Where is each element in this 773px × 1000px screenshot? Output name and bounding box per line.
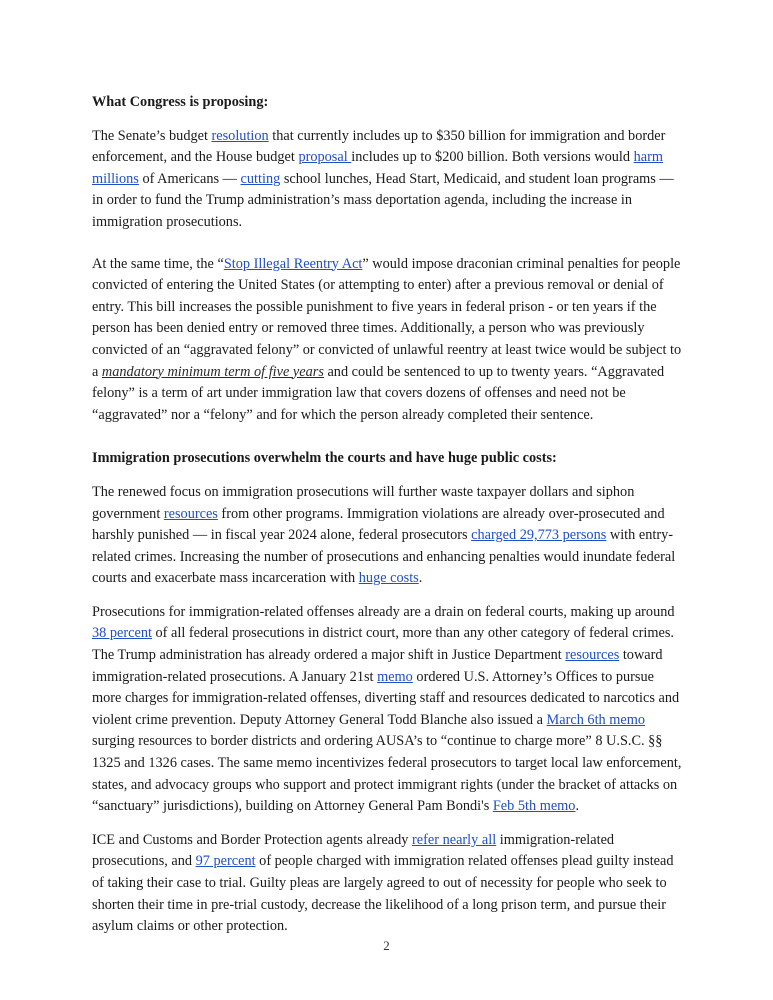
paragraph-reentry-act: At the same time, the “Stop Illegal Reentry Act” would impose draconian criminal penalties for people convicted of entering the United States (or attempting to enter) after a previous removal or denial of entry. This bill increases the possible punishment to five years in federal prison - or ten years if the person has been denied entry or removed three times. Additionally, a person who was previously convicted of an “aggravated felony” or convicted of unlawful reentry at least twice would be subject to a mandatory minimum term of five years and could be sentenced to up to twenty years. “Aggravated felony” is a term of art under immigration law that covers dozens of offenses and need not be “aggravated” nor a “felony” and for which the person already completed their sentence. <box>92 255 682 423</box>
link-huge-costs[interactable]: huge costs <box>358 570 419 587</box>
page-number: 2 <box>383 938 390 953</box>
link-harm-millions[interactable]: harm millions <box>92 149 664 187</box>
paragraph-ice-cbp: ICE and Customs and Border Protection agents already refer nearly all immigration-related prosecutions, and 97 percent of people charged with immigration related offenses plead guilty instead of taking their case to trial. Guilty pleas are largely agreed to out of necessity for people who seek to shorten their time in pre-trial custody, decrease the likelihood of a long prison term, and pursue their asylum claims or other protection. <box>92 831 674 935</box>
link-stop-illegal-reentry-act[interactable]: Stop Illegal Reentry Act <box>223 255 363 272</box>
section-heading-congress: What Congress is proposing: <box>92 94 269 110</box>
link-memo[interactable]: memo <box>377 668 413 685</box>
section-heading-courts: Immigration prosecutions overwhelm the courts and have huge public costs: <box>92 450 557 467</box>
link-97-percent[interactable]: 97 percent <box>195 853 256 870</box>
paragraph-taxpayer: The renewed focus on immigration prosecutions will further waste taxpayer dollars and siphon government resources from other programs. Immigration violations are already over-prosecuted and harshly punished — in fiscal year 2024 alone, federal prosecutors charged 29,773 persons with entry-related crimes. Increasing the number of prosecutions and enhancing penalties would inundate federal courts and exacerbate mass incarceration with huge costs. <box>92 483 676 587</box>
link-refer-nearly-all[interactable]: refer nearly all <box>412 831 497 848</box>
link-resources-1[interactable]: resources <box>163 505 218 522</box>
link-38-percent[interactable]: 38 percent <box>92 625 152 642</box>
link-proposal[interactable]: proposal <box>298 149 352 166</box>
link-feb-5th-memo[interactable]: Feb 5th memo <box>492 798 576 815</box>
paragraph-federal-courts: Prosecutions for immigration-related offenses already are a drain on federal courts, making up around 38 percent of all federal prosecutions in district court, more than any other category of federal crimes. The Trump administration has already ordered a major shift in Justice Department resources toward immigration-related prosecutions. A January 21st memo ordered U.S. Attorney’s Offices to pursue more charges for immigration-related offenses, diverting staff and resources dedicated to narcotics and violent crime prevention. Deputy Attorney General Todd Blanche also issued a March 6th memo surging resources to border districts and ordering AUSA’s to “continue to charge more” 8 U.S.C. §§ 1325 and 1326 cases. The same memo incentivizes federal prosecutors to target local law enforcement, states, and advocacy groups who support and protect immigrant rights (under the bracket of attacks on “sanctuary” jurisdictions), building on Attorney General Pam Bondi's Feb 5th memo. <box>92 603 682 815</box>
link-charged-persons[interactable]: charged 29,773 persons <box>471 527 607 544</box>
link-resolution[interactable]: resolution <box>211 127 269 144</box>
link-cutting[interactable]: cutting <box>240 170 281 187</box>
link-mandatory-minimum[interactable]: mandatory minimum term of five years <box>101 363 324 380</box>
link-march-6th-memo[interactable]: March 6th memo <box>546 711 645 728</box>
link-resources-2[interactable]: resources <box>565 647 620 664</box>
paragraph-budget: The Senate’s budget resolution that currently includes up to $350 billion for immigration and border enforcement, and the House budget proposal includes up to $200 billion. Both versions would harm millions of Americans — cutting school lunches, Head Start, Medicaid, and student loan programs — in order to fund the Trump administration’s mass deportation agenda, including the increase in immigration prosecutions. <box>92 127 674 230</box>
